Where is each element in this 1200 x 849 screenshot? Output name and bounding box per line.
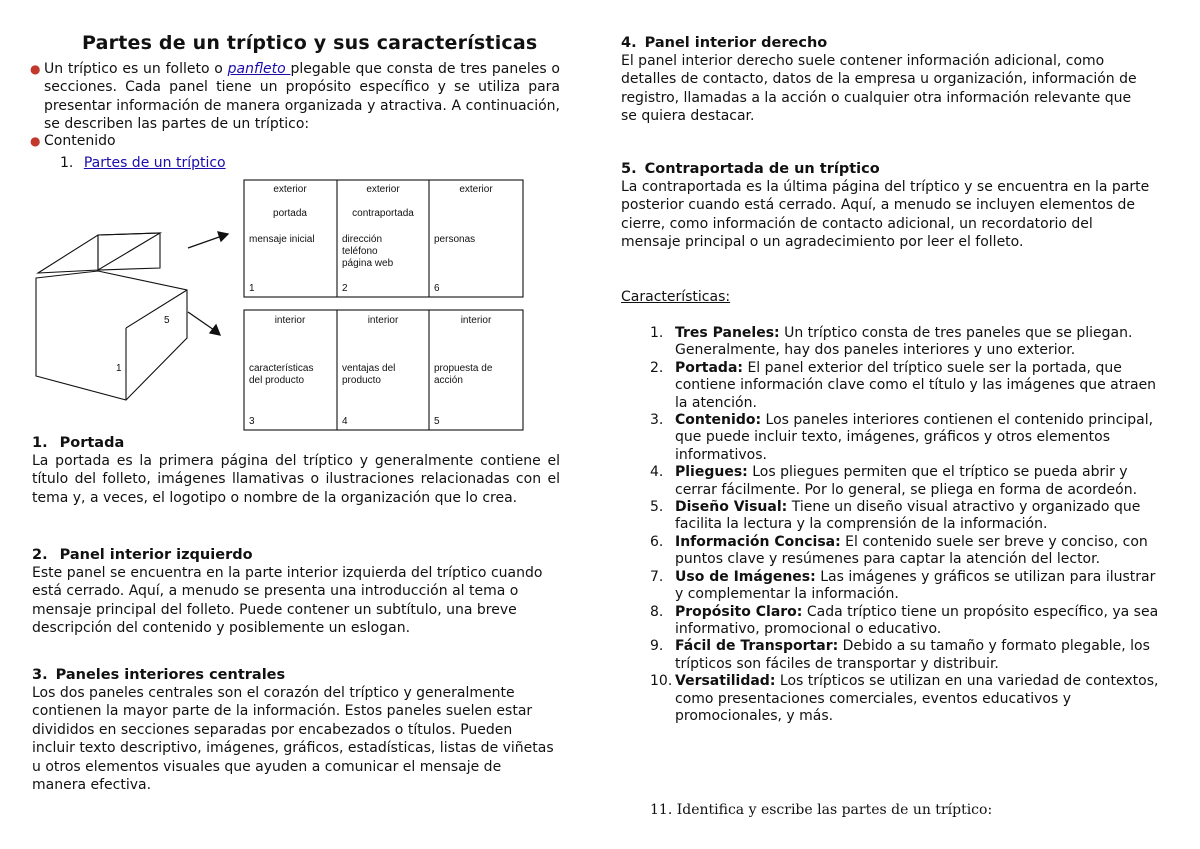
- intro-text-before: Un tríptico es un folleto o: [44, 61, 228, 77]
- panel-line: página web: [342, 258, 394, 269]
- panel-number: 3: [249, 416, 255, 427]
- fold-label-5: 5: [164, 315, 170, 326]
- section-body: La contraportada es la última página del tríptico y se encuentra en la parte posterior cuando está cerrado. Aquí, a menudo se incluyen elementos de cierre, como información de contacto adicional, un recordatorio del mensaje principal o un agradecimiento por leer el folleto.: [621, 179, 1150, 251]
- section-panel-interior-izquierdo: [32, 546, 572, 638]
- section-body: Este panel se encuentra en la parte interior izquierda del tríptico cuando está cerrado. Aquí, a menudo se presenta una introducción al tema o mensaje principal del folleto. Puede contener un subtítulo, una breve descripción del contenido y posiblemente un eslogan.: [32, 565, 543, 637]
- bullet-icon: ●: [30, 134, 41, 148]
- section-heading: 2. Panel interior izquierdo: [32, 547, 253, 563]
- list-item: 8. Propósito Claro: Cada tríptico tiene un propósito específico, ya sea informativo, promocional o educativo.: [650, 603, 1159, 637]
- panel-header: exterior: [459, 184, 493, 195]
- contenido-item: [30, 132, 116, 150]
- panel-number: 6: [434, 283, 440, 294]
- panel-number: 5: [434, 416, 440, 427]
- panel-line: teléfono: [342, 246, 378, 257]
- panel-line: personas: [434, 234, 476, 245]
- arrow-interior-icon: [188, 312, 220, 335]
- panel-header: interior: [274, 315, 306, 326]
- intro-paragraph: [30, 60, 560, 134]
- list-item: 10. Versatilidad: Los trípticos se utilizan en una variedad de contextos, como presentaciones comerciales, eventos educativos y promocionales, y más.: [650, 673, 1159, 724]
- list-item: 7. Uso de Imágenes: Las imágenes y gráficos se utilizan para ilustrar y complementar la información.: [650, 568, 1156, 603]
- section-paneles-interiores-centrales: [32, 666, 557, 794]
- panel-line: dirección: [342, 234, 383, 245]
- list-item: 9. Fácil de Transportar: Debido a su tamaño y formato plegable, los trípticos son fáciles de transportar y distribuir.: [650, 638, 1150, 672]
- panel-line: contraportada: [352, 208, 414, 219]
- panel-header: interior: [460, 315, 492, 326]
- panel-number: 1: [249, 283, 255, 294]
- list-item: 2. Portada: El panel exterior del tríptico suele ser la portada, que contiene información clave como el título y las imágenes que atraen la atención.: [650, 359, 1157, 411]
- panel-line: propuesta de: [434, 363, 493, 374]
- final-exercise-item: 11. Identifica y escribe las partes de un tríptico:: [650, 802, 993, 818]
- list-item: 4. Pliegues: Los pliegues permiten que el tríptico se pueda abrir y cerrar fácilmente. Por lo general, se pliega en forma de acordeón.: [650, 464, 1138, 498]
- panel-number: 4: [342, 416, 348, 427]
- section-heading: 5. Contraportada de un tríptico: [621, 161, 880, 177]
- bullet-icon: ●: [30, 62, 41, 76]
- caracteristicas-heading: Características:: [621, 289, 731, 305]
- toc-link[interactable]: Partes de un tríptico: [83, 155, 226, 171]
- panfleto-link[interactable]: panfleto: [227, 61, 291, 77]
- arrow-exterior-icon: [188, 232, 228, 248]
- triptych-diagram: [32, 178, 532, 434]
- section-panel-interior-derecho: [621, 34, 1141, 126]
- section-body: La portada es la primera página del tríptico y generalmente contiene el título del folleto, imágenes llamativas o ilustraciones relacionadas con el tema y, a veces, el logotipo o nombre de la organización que lo crea.: [32, 453, 560, 506]
- section-heading: 1. Portada: [32, 435, 125, 451]
- contenido-label: Contenido: [44, 133, 116, 149]
- fold-label-1: 1: [116, 363, 122, 374]
- section-heading: 4. Panel interior derecho: [621, 35, 828, 51]
- list-item: 6. Información Concisa: El contenido suele ser breve y conciso, con puntos clave y resúmenes para captar la atención del lector.: [650, 533, 1148, 568]
- panel-line: producto: [342, 375, 381, 386]
- panel-line: portada: [273, 208, 307, 219]
- panel-line: características: [249, 363, 314, 374]
- section-contraportada: [621, 160, 1156, 252]
- features-list: [650, 325, 1162, 725]
- toc-item: [60, 154, 226, 172]
- panel-line: ventajas del: [342, 363, 396, 374]
- panel-line: del producto: [249, 375, 305, 386]
- page-title: Partes de un tríptico y sus características: [82, 32, 538, 54]
- panel-header: interior: [367, 315, 399, 326]
- toc-number: 1.: [60, 155, 74, 171]
- section-body: Los dos paneles centrales son el corazón del tríptico y generalmente contienen la mayor parte de la información. Estos paneles suelen estar divididos en secciones separadas por encabezados o títulos. Pueden incluir texto descriptivo, imágenes, gráficos, estadísticas, listas de viñetas u otros elementos visuales que ayuden a comunicar el mensaje de manera efectiva.: [32, 685, 554, 794]
- section-portada: [32, 434, 560, 507]
- list-item: 5. Diseño Visual: Tiene un diseño visual atractivo y organizado que facilita la lectura y la comprensión de la información.: [650, 499, 1141, 533]
- panel-header: exterior: [273, 184, 307, 195]
- section-body: El panel interior derecho suele contener información adicional, como detalles de contacto, datos de la empresa u organización, información de registro, llamadas a la acción o cualquier otra información relevante que se quiera destacar.: [621, 53, 1137, 125]
- list-item: 1. Tres Paneles: Un tríptico consta de tres paneles que se pliegan. Generalmente, hay dos paneles interiores y uno exterior.: [650, 325, 1133, 359]
- panel-header: exterior: [366, 184, 400, 195]
- panel-line: mensaje inicial: [249, 234, 315, 245]
- list-item: 3. Contenido: Los paneles interiores contienen el contenido principal, que puede incluir texto, imágenes, gráficos y otros elementos informativos.: [650, 412, 1154, 463]
- section-heading: 3. Paneles interiores centrales: [32, 667, 286, 683]
- panel-line: acción: [434, 375, 463, 386]
- intro-text-after: plegable que consta de tres paneles o secciones. Cada panel tiene un propósito específico y se utiliza para presentar información de manera organizada y atractiva. A continuación, se describen las partes de un tríptico:: [44, 61, 560, 133]
- panel-number: 2: [342, 283, 348, 294]
